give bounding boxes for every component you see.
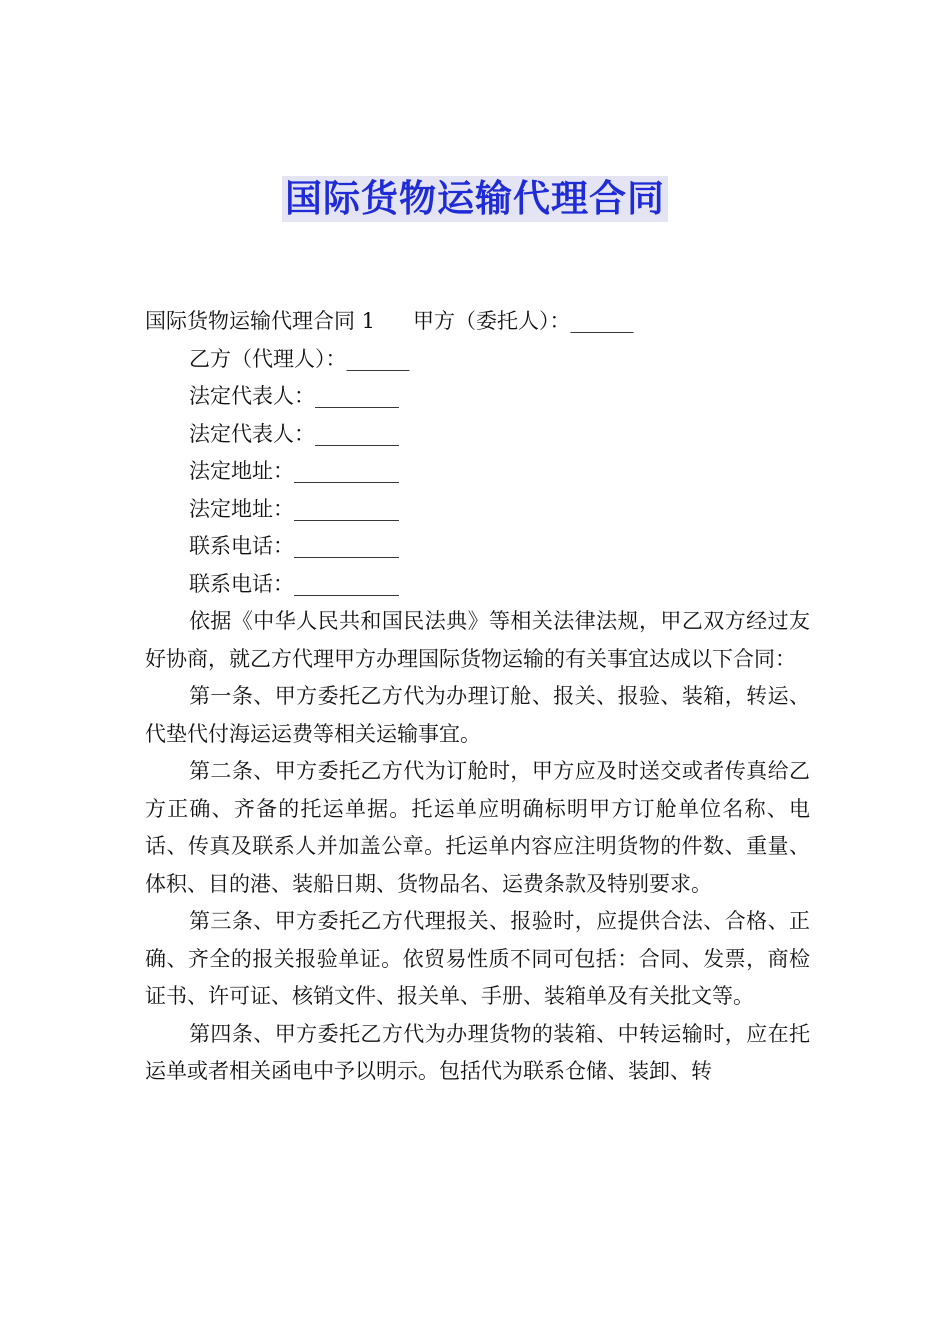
legal-address-field-a: 法定地址：__________ <box>189 459 399 483</box>
article-1-paragraph: 第一条、甲方委托乙方代为办理订舱、报关、报验、装箱，转运、代垫代付海运运费等相关运输事宜。 <box>145 684 810 746</box>
phone-field-b: 联系电话：__________ <box>189 571 399 596</box>
doc-label: 国际货物运输代理合同 1 <box>145 309 376 333</box>
legal-rep-field-a: 法定代表人：________ <box>189 384 399 408</box>
legal-rep-field-b: 法定代表人：________ <box>189 421 399 446</box>
title-container <box>0 176 950 222</box>
article-3-paragraph: 第三条、甲方委托乙方代理报关、报验时，应提供合法、合格、正确、齐全的报关报验单证。依贸易性质不同可包括：合同、发票，商检证书、许可证、核销文件、报关单、手册、装箱单及有关批文等。 <box>145 909 810 1008</box>
article-4-paragraph: 第四条、甲方委托乙方代为办理货物的装箱、中转运输时，应在托运单或者相关函电中予以明示。包括代为联系仓储、装卸、转 <box>145 1021 810 1083</box>
article-2-paragraph: 第二条、甲方委托乙方代为订舱时，甲方应及时送交或者传真给乙方正确、齐备的托运单据。托运单应明确标明甲方订舱单位名称、电话、传真及联系人并加盖公章。托运单内容应注明货物的件数、重量、体积、目的港、装船日期、货物品名、运费条款及特别要求。 <box>145 759 810 896</box>
party-b-field: 乙方（代理人）：______ <box>189 346 410 371</box>
header-line <box>145 303 810 341</box>
document-body <box>145 303 810 1091</box>
document-title: 国际货物运输代理合同 <box>282 176 668 222</box>
phone-field-a: 联系电话：__________ <box>189 534 399 558</box>
party-a-field: 甲方（委托人）：______ <box>413 309 634 333</box>
legal-address-field-b: 法定地址：__________ <box>189 496 399 521</box>
preamble-paragraph: 依据《中华人民共和国民法典》等相关法律法规，甲乙双方经过友好协商，就乙方代理甲方办理国际货物运输的有关事宜达成以下合同： <box>145 609 810 671</box>
